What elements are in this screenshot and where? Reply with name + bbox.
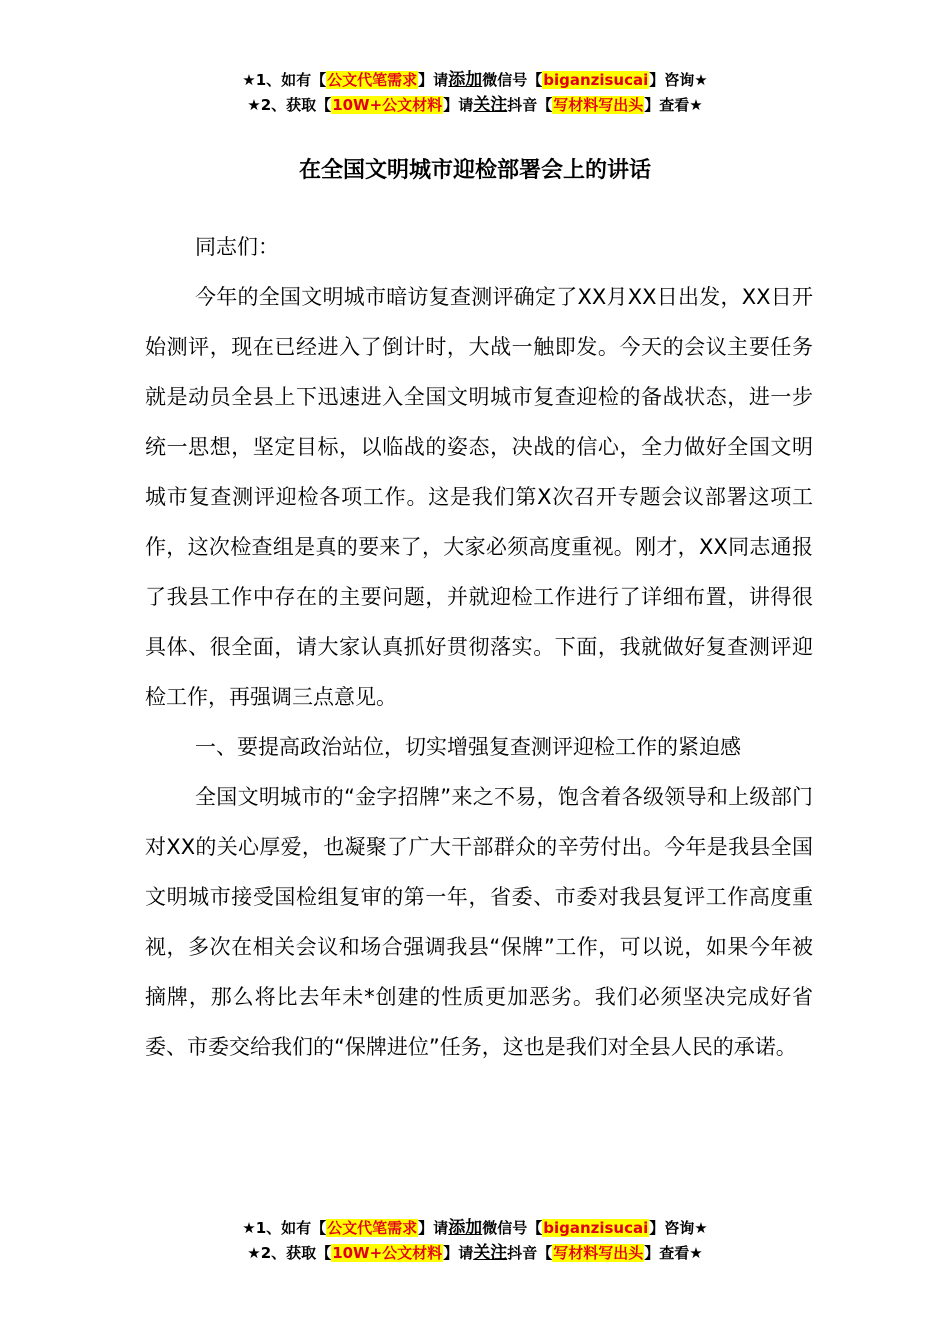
footer-banner bbox=[0, 1216, 950, 1266]
banner-line-2: ★2、获取【10W+公文材料】请关注抖音【写材料写出头】查看★ bbox=[247, 95, 703, 115]
document-title: 在全国文明城市迎检部署会上的讲话 bbox=[298, 158, 651, 183]
banner-line-1: ★1、如有【公文代笔需求】请添加微信号【biganzisucai】咨询★ bbox=[242, 1218, 708, 1238]
highlight-wechat-id: biganzisucai bbox=[543, 71, 649, 89]
paragraph: 今年的全国文明城市暗访复查测评确定了XX月XX日出发，XX日开始测评，现在已经进入了倒计时，大战一触即发。今天的会议主要任务就是动员全县上下迅速进入全国文明城市复查迎检的备战状态，进一步统一思想，坚定目标，以临战的姿态，决战的信心，全力做好全国文明城市复查测评迎检各项工作。这是我们第X次召开专题会议部署这项工作，这次检查组是真的要来了，大家必须高度重视。刚才，XX同志通报了我县工作中存在的主要问题，并就迎检工作进行了详细布置，讲得很具体、很全面，请大家认真抓好贯彻落实。下面，我就做好复查测评迎检工作，再强调三点意见。 bbox=[145, 285, 813, 709]
salutation: 同志们： bbox=[195, 235, 279, 259]
section-heading: 一、要提高政治站位，切实增强复查测评迎检工作的紧迫感 bbox=[195, 735, 741, 759]
highlight-service: 公文代笔需求 bbox=[327, 1219, 418, 1237]
highlight-materials: 10W+公文材料 bbox=[332, 1244, 443, 1262]
highlight-materials: 10W+公文材料 bbox=[332, 96, 443, 114]
highlight-douyin: 写材料写出头 bbox=[553, 96, 644, 114]
banner-line-1: ★1、如有【公文代笔需求】请添加微信号【biganzisucai】咨询★ bbox=[242, 70, 708, 90]
banner-line-2: ★2、获取【10W+公文材料】请关注抖音【写材料写出头】查看★ bbox=[247, 1243, 703, 1263]
header-banner bbox=[0, 68, 950, 118]
document-body bbox=[145, 222, 813, 1072]
highlight-douyin: 写材料写出头 bbox=[553, 1244, 644, 1262]
highlight-wechat-id: biganzisucai bbox=[543, 1219, 649, 1237]
paragraph: 全国文明城市的“金字招牌”来之不易，饱含着各级领导和上级部门对XX的关心厚爱，也凝聚了广大干部群众的辛劳付出。今年是我县全国文明城市接受国检组复审的第一年，省委、市委对我县复评工作高度重视，多次在相关会议和场合强调我县“保牌”工作，可以说，如果今年被摘牌，那么将比去年未*创建的性质更加恶劣。我们必须坚决完成好省委、市委交给我们的“保牌进位”任务，这也是我们对全县人民的承诺。 bbox=[145, 785, 813, 1059]
highlight-service: 公文代笔需求 bbox=[327, 71, 418, 89]
